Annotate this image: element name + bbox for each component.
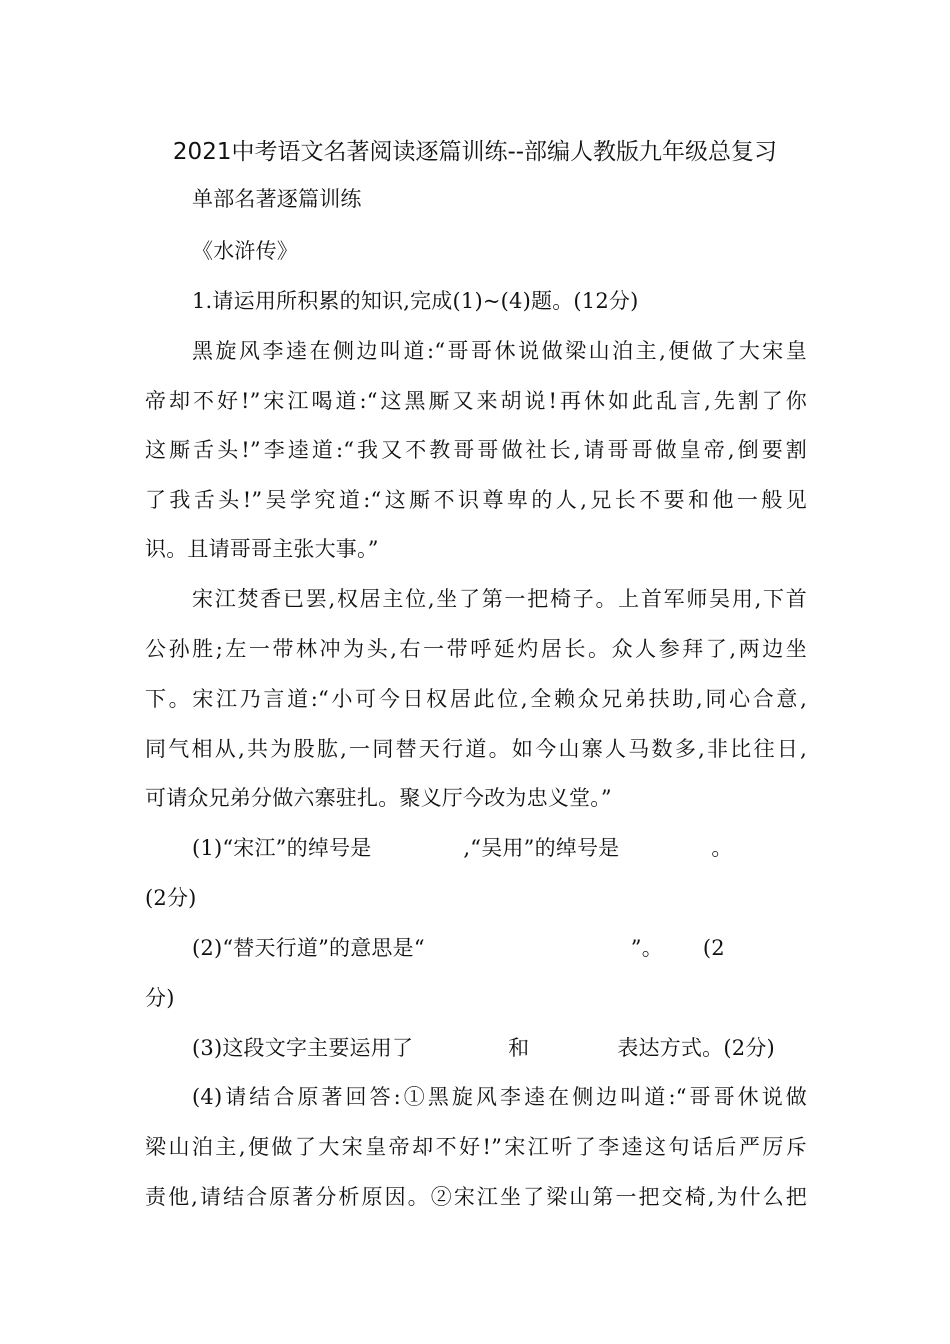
sub-question-4-line: 责他,请结合原著分析原因。②宋江坐了梁山第一把交椅,为什么把 <box>145 1185 807 1209</box>
sub-question-3-text: 和 <box>508 1036 530 1060</box>
sub-question-2 <box>192 933 725 963</box>
passage-2-line: 下。宋江乃言道:“小可今日权居此位,全赖众兄弟扶助,同心合意, <box>145 687 807 711</box>
sub-question-2-text: (2)“替天行道”的意思是“ <box>192 936 425 960</box>
sub-question-2-score: 分) <box>145 986 175 1010</box>
passage-1-line: 黑旋风李逵在侧边叫道:“哥哥休说做梁山泊主,便做了大宋皇 <box>192 339 807 363</box>
passage-1-line: 了我舌头!”吴学究道:“这厮不识尊卑的人,兄长不要和他一般见 <box>145 488 807 512</box>
sub-question-1-text: (1)“宋江”的绰号是 <box>192 836 372 860</box>
passage-1-line: 帝却不好!”宋江喝道:“这黑厮又来胡说!再休如此乱言,先割了你 <box>145 389 807 413</box>
book-title: 《水浒传》 <box>192 239 298 263</box>
sub-question-1-score: (2分) <box>145 886 197 910</box>
sub-question-1-text: ,“吴用”的绰号是 <box>463 836 620 860</box>
sub-question-3-text: (3)这段文字主要运用了 <box>192 1036 414 1060</box>
sub-question-2-text: (2 <box>702 936 725 960</box>
sub-question-4-line: 梁山泊主,便做了大宋皇帝却不好!”宋江听了李逵这句话后严厉斥 <box>145 1135 807 1159</box>
sub-question-1-text: 。 <box>711 836 733 860</box>
section-heading: 单部名著逐篇训练 <box>192 187 362 211</box>
passage-1-line: 识。且请哥哥主张大事。” <box>145 537 379 561</box>
sub-question-3-text: 表达方式。(2分) <box>617 1036 775 1060</box>
passage-2-line: 同气相从,共为股肱,一同替天行道。如今山寨人马数多,非比往日, <box>145 737 807 761</box>
sub-question-4-line: (4)请结合原著回答:①黑旋风李逵在侧边叫道:“哥哥休说做 <box>192 1085 807 1109</box>
sub-question-2-text: ”。 <box>630 936 663 960</box>
passage-2-line: 宋江焚香已罢,权居主位,坐了第一把椅子。上首军师吴用,下首 <box>192 587 807 611</box>
passage-1-line: 这厮舌头!”李逵道:“我又不教哥哥做社长,请哥哥做皇帝,倒要割 <box>145 438 807 462</box>
passage-2-line: 公孙胜;左一带林冲为头,右一带呼延灼居长。众人参拜了,两边坐 <box>145 637 807 661</box>
question-1-prompt: 1.请运用所积累的知识,完成(1)~(4)题。(12分) <box>192 289 639 313</box>
sub-question-3 <box>192 1033 775 1063</box>
document-title: 2021中考语文名著阅读逐篇训练--部编人教版九年级总复习 <box>172 139 778 165</box>
passage-2-line: 可请众兄弟分做六寨驻扎。聚义厅今改为忠义堂。” <box>145 786 612 810</box>
sub-question-1 <box>192 833 733 863</box>
